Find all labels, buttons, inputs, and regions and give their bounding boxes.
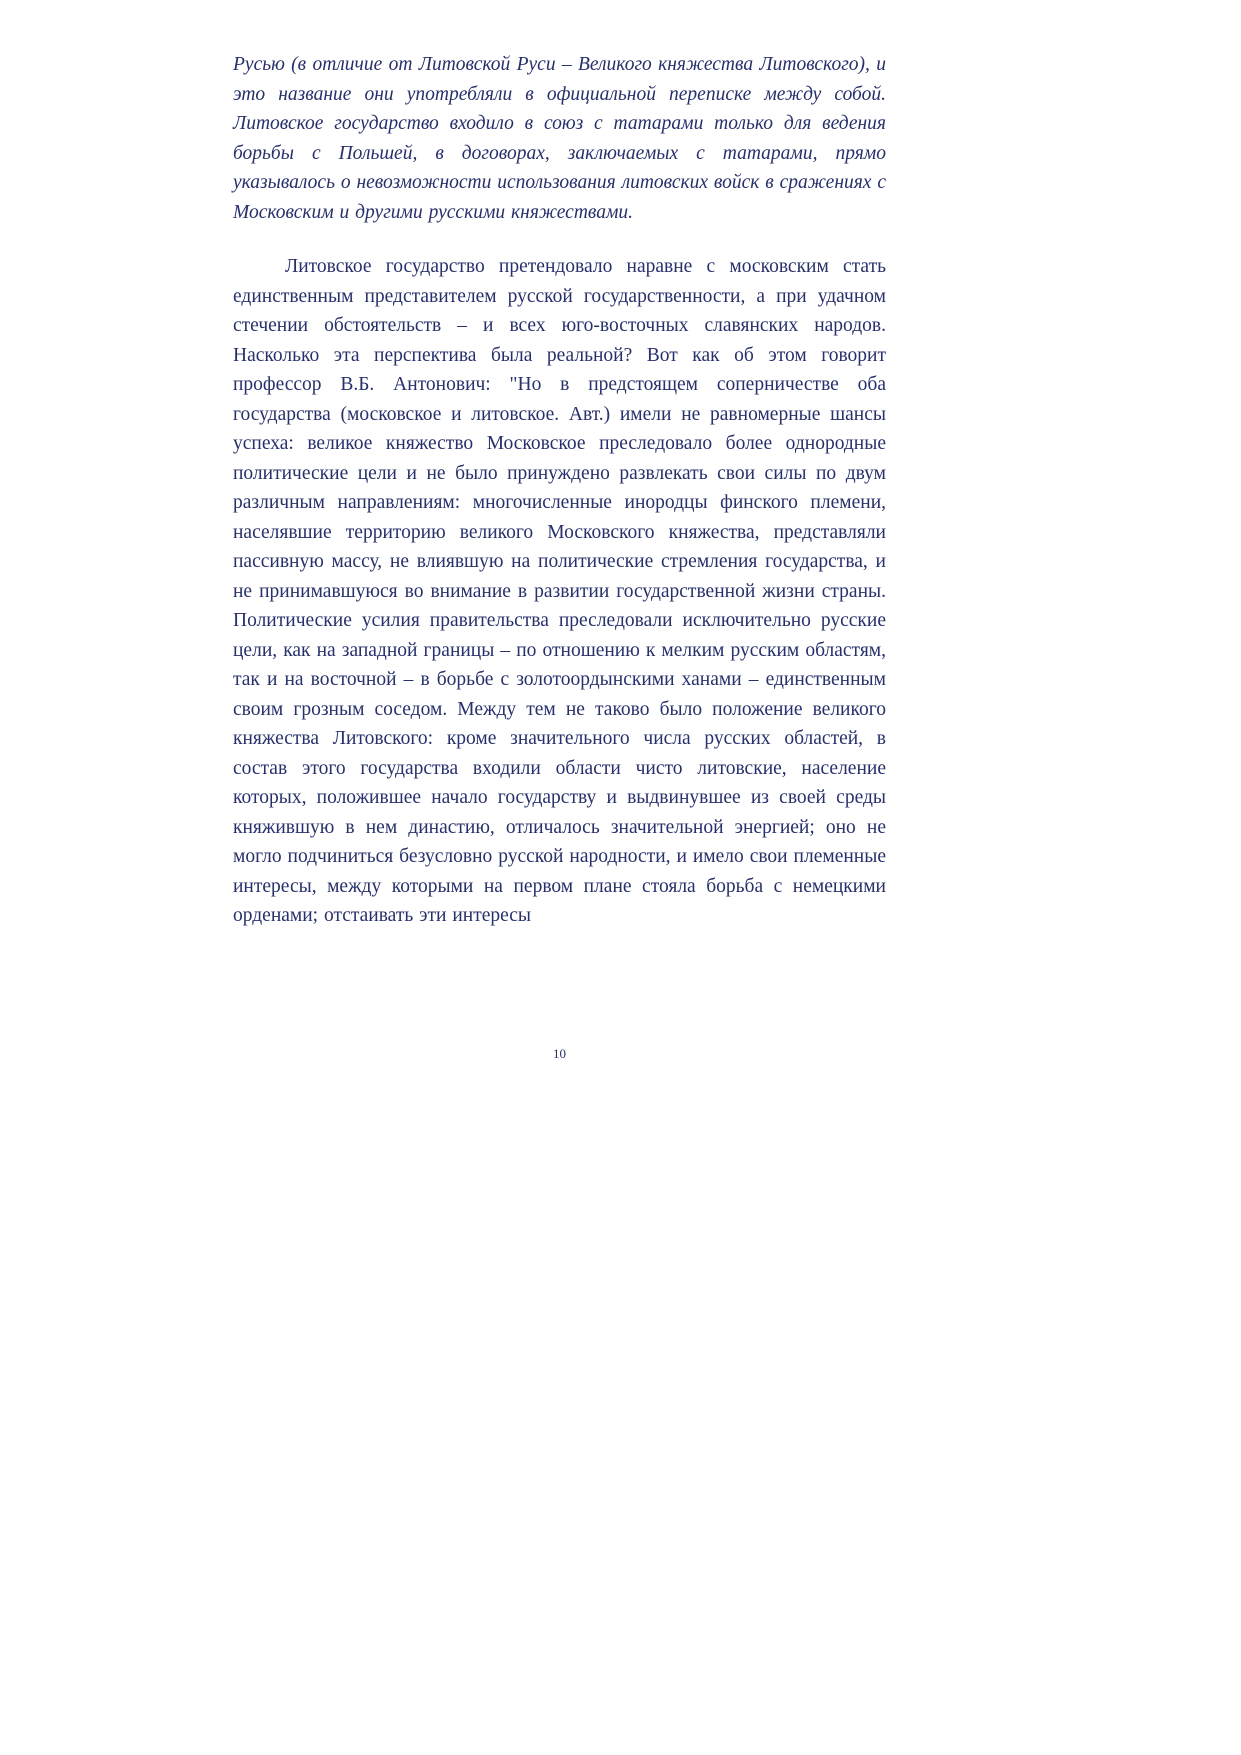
paragraph-body: Литовское государство претендовало наравне с московским стать единственным представителем русской государственности, а при удачном стечении обстоятельств – и всех юго-восточных славянских народов. Насколько эта перспектива была реальной? Вот как об этом говорит профессор В.Б. Антонович: "Но в предстоящем соперничестве оба государства (московское и литовское. Авт.) имели не равномерные шансы успеха: великое княжество Московское преследовало более однородные политические цели и не было принуждено развлекать свои силы по двум различным направлениям: многочисленные инородцы финского племени, населявшие территорию великого Московского княжества, представляли пассивную массу, не влиявшую на политические стремления государства, и не принимавшуюся во внимание в развитии государственной жизни страны. Политические усилия правительства преследовали исключительно русские цели, как на западной границы – по отношению к мелким русским областям, так и на восточной – в борьбе с золотоордынскими ханами – единственным своим грозным соседом. Между тем не таково было положение великого княжества Литовского: кроме значительного числа русских областей, в состав этого государства входили области чисто литовские, население которых, положившее начало государству и выдвинувшее из своей среды княжившую в нем династию, отличалось значительной энергией; оно не могло подчиниться безусловно русской народности, и имело свои племенные интересы, между которыми на первом плане стояла борьба с немецкими орденами; отстаивать эти интересы: [233, 256, 886, 926]
page-number: 10: [553, 1046, 566, 1061]
paragraph-italic-continuation: Русью (в отличие от Литовской Руси – Великого княжества Литовского), и это название они употребляли в официальной переписке между собой. Литовское государство входило в союз с татарами только для ведения борьбы с Польшей, в договорах, заключаемых с татарами, прямо указывалось о невозможности использования литовских войск в сражениях с Московским и другими русскими княжествами.: [233, 54, 886, 223]
text-column: [233, 50, 886, 931]
